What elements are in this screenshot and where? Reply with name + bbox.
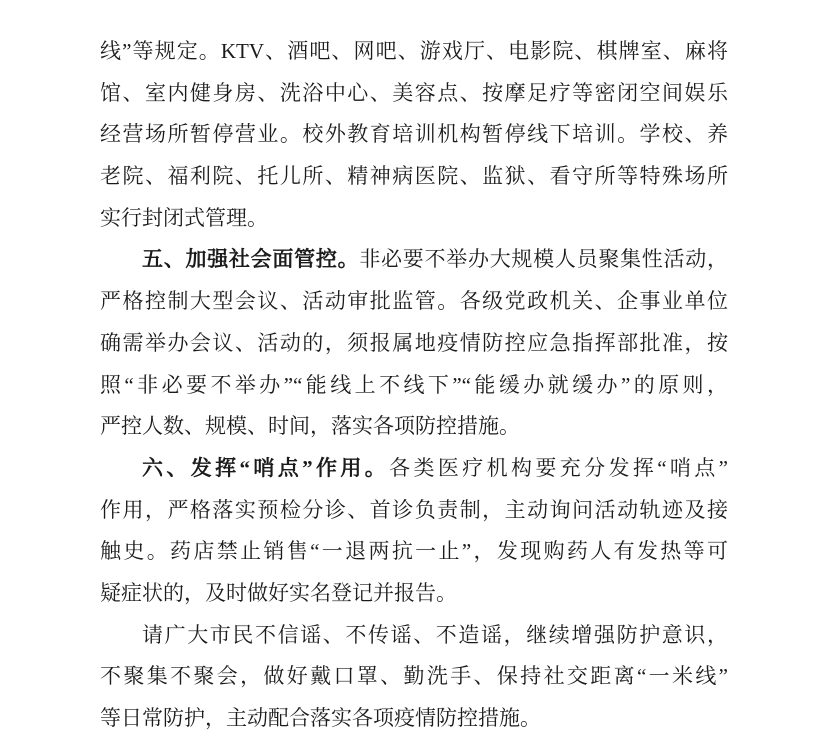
text-line: 严格控制大型会议、活动审批监管。各级党政机关、企事业单位 [100,289,728,314]
paragraph-venue-closures [100,31,728,239]
text-line: 严控人数、规模、时间，落实各项防控措施。 [100,414,520,439]
text-line: 触史。药店禁止销售“一退两抗一止”，发现购药人有发热等可 [100,539,728,564]
text-line [100,239,728,281]
text-line: 经营场所暂停营业。校外教育培训机构暂停线下培训。学校、养 [100,122,728,147]
text-line: 确需举办会议、活动的，须报属地疫情防控应急指挥部批准，按 [100,330,728,355]
text-line: 老院、福利院、托儿所、精神病医院、监狱、看守所等特殊场所 [100,164,728,189]
section-heading: 五、加强社会面管控。 [142,247,360,272]
text-line: 照“非必要不举办”“能线上不线下”“能缓办就缓办”的原则， [100,372,728,397]
document-page [100,31,728,740]
text-line: 线”等规定。KTV、酒吧、网吧、游戏厅、电影院、棋牌室、麻将 [100,39,728,63]
text-run: 各类医疗机构要充分发挥“哨点” [389,455,729,480]
text-line [100,448,728,490]
text-run: 非必要不举办大规模人员聚集性活动， [359,247,729,272]
text-line: 等日常防护，主动配合落实各项疫情防控措施。 [100,706,541,730]
paragraph-public-appeal [100,615,728,740]
paragraph-section-six [100,448,728,615]
text-line: 实行封闭式管理。 [100,205,268,230]
section-heading: 六、发挥“哨点”作用。 [142,455,390,480]
text-line: 馆、室内健身房、洗浴中心、美容点、按摩足疗等密闭空间娱乐 [100,80,728,105]
paragraph-section-five [100,239,728,447]
text-line: 不聚集不聚会，做好戴口罩、勤洗手、保持社交距离“一米线” [100,664,728,689]
text-line: 请广大市民不信谣、不传谣、不造谣，继续增强防护意识， [142,622,728,647]
text-line: 疑症状的，及时做好实名登记并报告。 [100,580,457,605]
text-line: 作用，严格落实预检分诊、首诊负责制，主动询问活动轨迹及接 [100,497,728,522]
